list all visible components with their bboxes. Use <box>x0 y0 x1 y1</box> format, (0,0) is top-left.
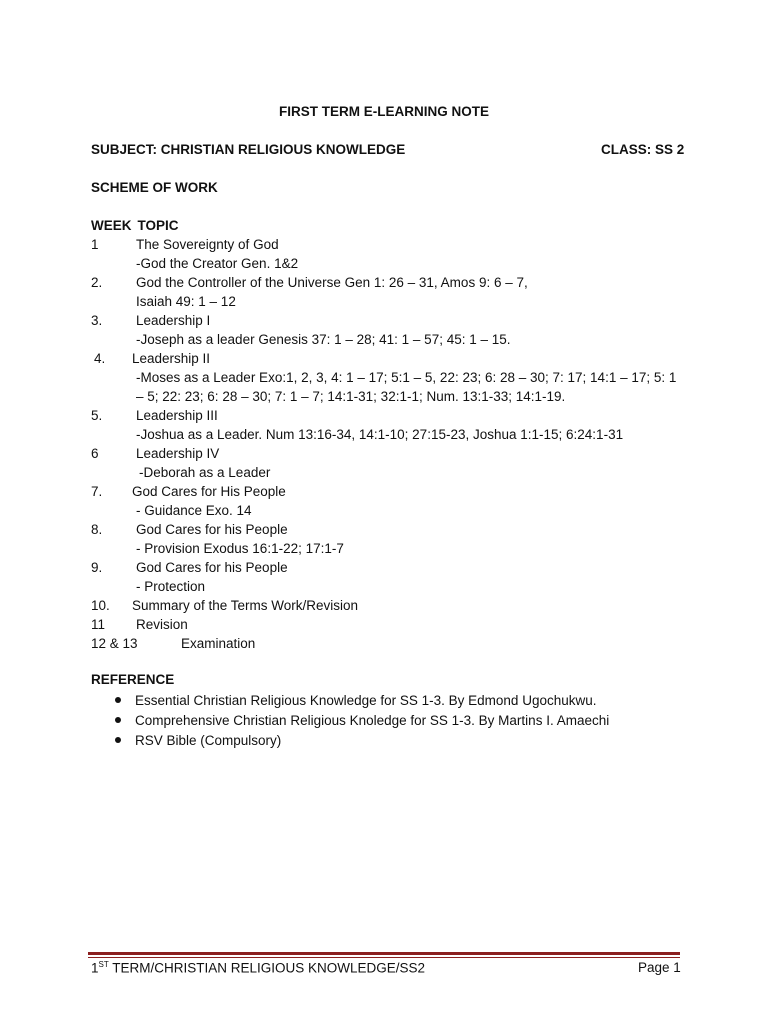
week-number: 9. <box>91 560 103 575</box>
footer-course: TERM/CHRISTIAN RELIGIOUS KNOWLEDGE/SS2 <box>108 960 426 976</box>
week-subtopic: -Joseph as a leader Genesis 37: 1 – 28; 41: 1 – 57; 45: 1 – 15. <box>136 332 511 347</box>
week-subtopic: -Moses as a Leader Exo:1, 2, 3, 4: 1 – 17; 5:1 – 5, 22: 23; 6: 28 – 30; 7: 17; 14:1 – 17; 5: 1 <box>136 370 677 385</box>
week-topic: Leadership II <box>132 351 211 366</box>
footer-term-number: 1 <box>91 960 99 976</box>
reference-item <box>115 733 281 748</box>
week-topic: God Cares for his People <box>136 560 288 575</box>
week-topic: God Cares for his People <box>136 522 288 537</box>
reference-item <box>115 713 609 728</box>
week-number: 8. <box>91 522 103 537</box>
week-number: 12 & 13 <box>91 636 138 651</box>
scheme-heading: SCHEME OF WORK <box>91 180 218 195</box>
subject-line: SUBJECT: CHRISTIAN RELIGIOUS KNOWLEDGE <box>91 142 406 157</box>
week-topic-header <box>91 218 179 233</box>
reference-text: Essential Christian Religious Knowledge for SS 1-3. By Edmond Ugochukwu. <box>135 693 597 708</box>
week-number: 2. <box>91 275 103 290</box>
footer-rule <box>88 952 680 955</box>
footer-rule-thin <box>88 957 680 958</box>
week-subtopic-continued: – 5; 22: 23; 6: 28 – 30; 7: 1 – 7; 14:1-31; 32:1-1; Num. 13:1-33; 14:1-19. <box>136 389 566 404</box>
reference-heading: REFERENCE <box>91 672 175 687</box>
reference-item <box>115 693 597 708</box>
week-topic: Examination <box>181 636 256 651</box>
week-subtopic: -Joshua as a Leader. Num 13:16-34, 14:1-10; 27:15-23, Joshua 1:1-15; 6:24:1-31 <box>136 427 624 442</box>
bullet-icon <box>115 737 121 743</box>
week-topic: Leadership I <box>136 313 211 328</box>
week-topic: The Sovereignty of God <box>136 237 279 252</box>
week-number: 7. <box>91 484 103 499</box>
week-subtopic: - Provision Exodus 16:1-22; 17:1-7 <box>136 541 344 556</box>
week-topic: God Cares for His People <box>132 484 286 499</box>
document-title: FIRST TERM E-LEARNING NOTE <box>279 104 489 119</box>
week-label: WEEK <box>91 218 132 233</box>
page-number: Page 1 <box>638 960 681 975</box>
week-topic: God the Controller of the Universe Gen 1: 26 – 31, Amos 9: 6 – 7, <box>136 275 528 290</box>
reference-text: RSV Bible (Compulsory) <box>135 733 282 748</box>
class-line: CLASS: SS 2 <box>601 142 685 157</box>
week-topic: Summary of the Terms Work/Revision <box>132 598 359 613</box>
reference-text: Comprehensive Christian Religious Knoledge for SS 1-3. By Martins I. Amaechi <box>135 713 610 728</box>
week-number: 1 <box>91 237 99 252</box>
week-subtopic: - Guidance Exo. 14 <box>136 503 252 518</box>
week-subtopic: -God the Creator Gen. 1&2 <box>136 256 299 271</box>
topic-label: TOPIC <box>137 218 179 233</box>
footer-term-suffix: ST <box>98 960 109 969</box>
week-number: 5. <box>91 408 103 423</box>
week-subtopic: Isaiah 49: 1 – 12 <box>136 294 236 309</box>
week-number: 4. <box>94 351 106 366</box>
week-number: 10. <box>91 598 110 613</box>
week-topic: Leadership IV <box>136 446 220 461</box>
bullet-icon <box>115 717 121 723</box>
week-topic: Leadership III <box>136 408 218 423</box>
week-number: 11 <box>91 617 106 632</box>
week-subtopic: -Deborah as a Leader <box>139 465 271 480</box>
bullet-icon <box>115 697 121 703</box>
week-number: 6 <box>91 446 99 461</box>
week-number: 3. <box>91 313 103 328</box>
week-subtopic: - Protection <box>136 579 206 594</box>
week-topic: Revision <box>136 617 188 632</box>
footer-title <box>91 960 425 976</box>
